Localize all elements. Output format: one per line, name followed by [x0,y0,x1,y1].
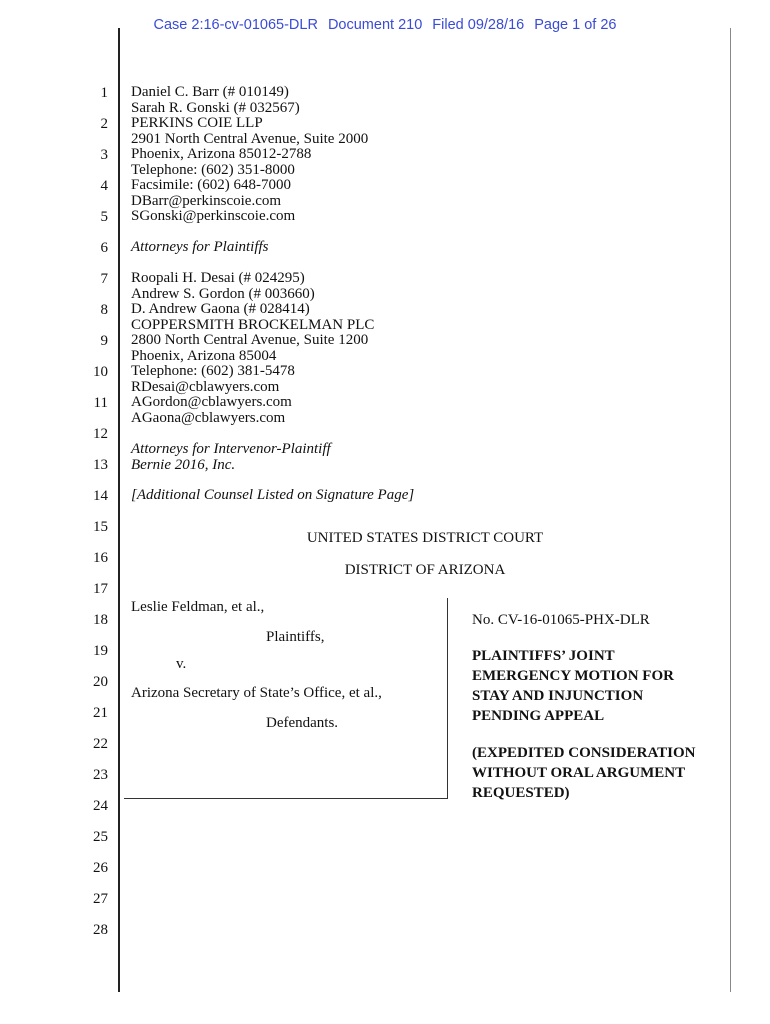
counsel-line: Sarah R. Gonski (# 032567) [131,99,300,116]
line-number: 3 [100,147,108,163]
line-number: 9 [100,333,108,349]
counsel-email: SGonski@perkinscoie.com [131,208,296,224]
defendant-role: Defendants. [266,715,339,731]
page-number-header: Page 1 of 26 [534,17,617,33]
caption-divider [447,598,448,799]
plaintiff-name: Leslie Feldman, et al., [131,599,265,615]
counsel-email: AGordon@cblawyers.com [131,394,292,410]
line-number: 17 [93,581,108,597]
counsel-line: Phoenix, Arizona 85004 [131,347,277,364]
filing-header [0,17,770,33]
intervenor-name: Bernie 2016, Inc. [131,456,236,473]
expedited-line: WITHOUT ORAL ARGUMENT [472,765,686,781]
left-margin-rule [118,28,120,992]
counsel-line: Telephone: (602) 351-8000 [131,161,295,178]
line-number: 11 [93,395,108,411]
line-number: 23 [93,767,108,783]
document-number-header: Document 210 [327,17,423,33]
motion-title-line: STAY AND INJUNCTION [472,688,644,704]
court-name: UNITED STATES DISTRICT COURT [306,530,544,546]
line-number: 7 [100,271,108,287]
line-number: 28 [93,922,108,938]
motion-title-line: PLAINTIFFS’ JOINT [472,648,615,664]
caption-underline [124,798,448,799]
line-number: 2 [100,116,108,132]
line-number: 24 [93,798,108,814]
line-number: 8 [100,302,108,318]
line-number: 22 [93,736,108,752]
additional-counsel-note: [Additional Counsel Listed on Signature Page] [131,487,415,503]
line-number: 21 [93,705,108,721]
district-name: DISTRICT OF ARIZONA [344,562,506,578]
counsel-line: D. Andrew Gaona (# 028414) [131,301,310,317]
counsel-line: Facsimile: (602) 648-7000 [131,177,291,193]
counsel-line: Telephone: (602) 381-5478 [131,363,295,379]
line-number: 1 [100,85,108,101]
counsel-line: Daniel C. Barr (# 010149) [131,84,289,100]
case-number-header: Case 2:16-cv-01065-DLR [153,17,318,33]
attorneys-for-plaintiffs: Attorneys for Plaintiffs [131,239,269,255]
counsel-email: RDesai@cblawyers.com [131,378,280,395]
line-number: 26 [93,860,108,876]
line-number: 5 [100,209,108,225]
counsel-email: AGaona@cblawyers.com [131,409,286,426]
expedited-line: REQUESTED) [472,785,570,801]
counsel-line: Phoenix, Arizona 85012-2788 [131,146,312,162]
right-margin-rule [730,28,731,992]
counsel-line: Roopali H. Desai (# 024295) [131,270,305,286]
line-number: 12 [93,426,108,442]
filed-date-header: Filed 09/28/16 [432,17,525,33]
expedited-line: (EXPEDITED CONSIDERATION [472,745,696,761]
line-number: 27 [93,891,108,907]
counsel-email: DBarr@perkinscoie.com [131,192,282,209]
counsel-line: 2800 North Central Avenue, Suite 1200 [131,332,369,348]
defendant-name: Arizona Secretary of State’s Office, et al., [131,685,382,701]
line-number: 13 [93,457,108,473]
line-number: 6 [100,240,108,256]
line-number: 10 [93,364,108,380]
line-number: 14 [93,488,108,504]
line-number: 25 [93,829,108,845]
motion-title-line: PENDING APPEAL [472,708,605,724]
case-number: No. CV-16-01065-PHX-DLR [472,612,650,628]
line-number: 4 [100,178,108,194]
counsel-line: PERKINS COIE LLP [131,115,263,131]
motion-title-line: EMERGENCY MOTION FOR [472,668,674,684]
counsel-line: 2901 North Central Avenue, Suite 2000 [131,130,369,147]
line-number: 18 [93,612,108,628]
counsel-line: COPPERSMITH BROCKELMAN PLC [131,316,375,333]
line-number: 20 [93,674,108,690]
versus: v. [176,656,187,672]
counsel-line: Andrew S. Gordon (# 003660) [131,285,315,302]
line-number: 15 [93,519,108,535]
line-number: 19 [93,643,108,659]
attorneys-for-intervenor: Attorneys for Intervenor-Plaintiff [131,441,331,457]
line-number: 16 [93,550,108,566]
plaintiff-role: Plaintiffs, [266,629,325,645]
